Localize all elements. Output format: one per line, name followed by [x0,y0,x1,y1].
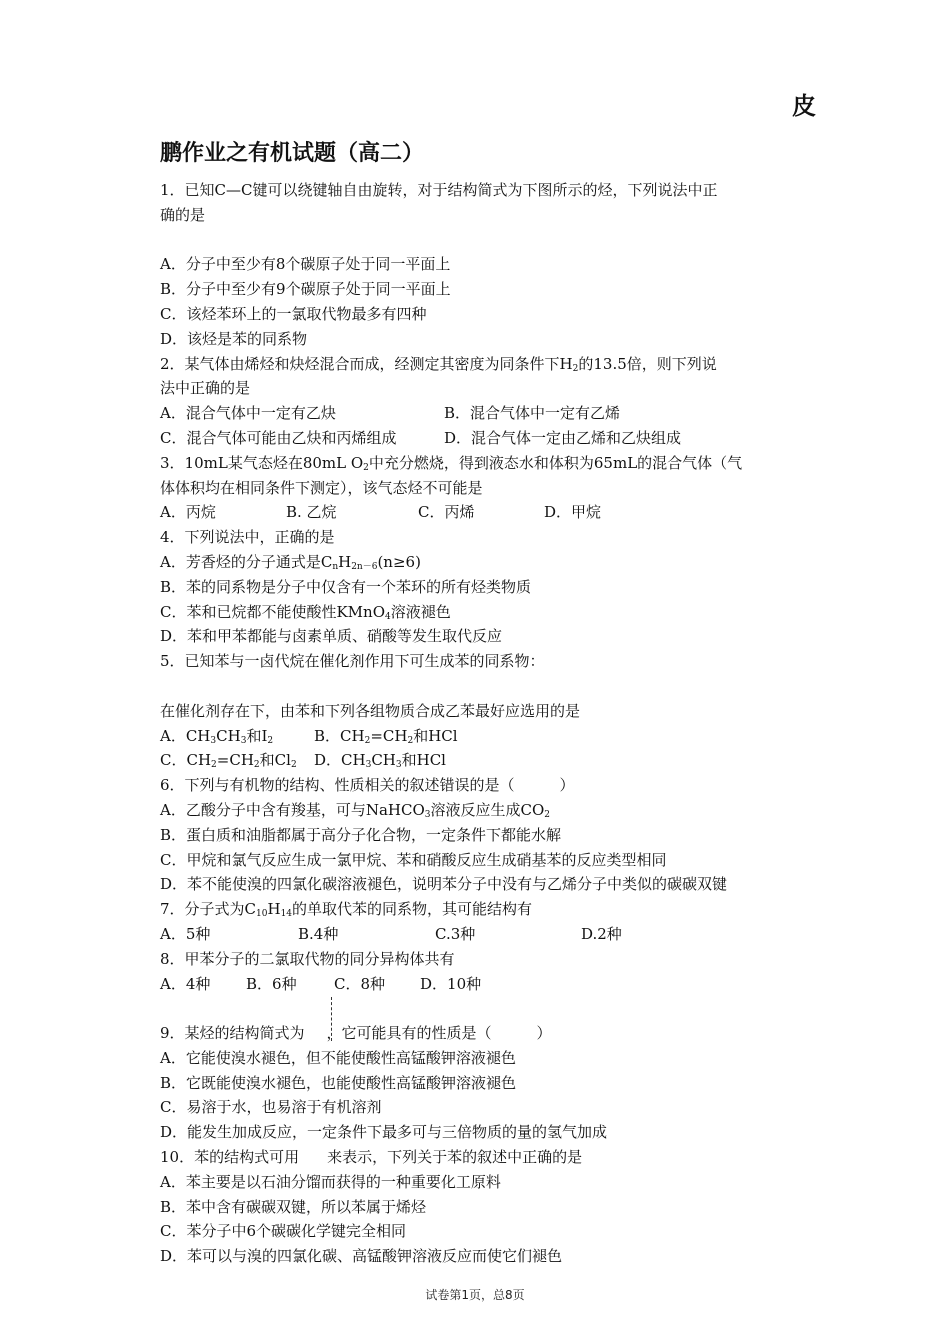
q2-option-c: C．混合气体可能由乙炔和丙烯组成 [160,428,397,447]
structure-formula-fragment [331,997,336,1041]
q2-option-a: A．混合气体中一定有乙炔 [160,404,336,423]
q6-option-d: D．苯不能使溴的四氯化碳溶液褪色，说明苯分子中没有与乙烯分子中类似的碳碳双键 [160,875,728,894]
q10-option-c: C．苯分子中6个碳碳化学键完全相同 [160,1222,407,1241]
q8-option-b: B．6种 [246,974,297,993]
q9-option-d: D．能发生加成反应，一定条件下最多可与三倍物质的量的氢气加成 [160,1123,608,1142]
q1-option-c: C．该烃苯环上的一氯取代物最多有四种 [160,304,427,323]
q5-option-b: B．$CH_2=CH_2$和HCl [314,726,458,746]
q10-option-d: D．苯可以与溴的四氯化碳、高锰酸钾溶液反应而使它们褪色 [160,1247,563,1266]
q5-options-row2 [160,748,795,773]
q5-stem2: 在催化剂存在下，由苯和下列各组物质合成乙苯最好应选用的是 [160,701,581,720]
q2-option-b: B．混合气体中一定有乙烯 [444,404,621,423]
q1-option-d: D．该烃是苯的同系物 [160,329,308,348]
q4-option-b: B．苯的同系物是分子中仅含有一个苯环的所有烃类物质 [160,577,532,596]
q9-stem: 9．某烃的结构简式为 ，它可能具有的性质是（ ） [160,1024,552,1043]
q4-option-d: D．苯和甲苯都能与卤素单质、硝酸等发生取代反应 [160,627,503,646]
q7-option-a: A．5种 [160,924,211,943]
q10-option-a: A．苯主要是以石油分馏而获得的一种重要化工原料 [160,1172,501,1191]
q5-option-a: A．$CH_3CH_3$和$I_2$ [160,726,274,746]
q9-option-b: B．它既能使溴水褪色，也能使酸性高锰酸钾溶液褪色 [160,1073,517,1092]
q6-option-c: C．甲烷和氯气反应生成一氯甲烷、苯和硝酸反应生成硝基苯的反应类型相同 [160,850,667,869]
page-footer: 试卷第1页，总8页 [425,1288,525,1302]
q3-option-d: D．甲烷 [544,503,602,522]
q7-option-b: B.4种 [298,924,339,943]
q5-reaction-space [160,674,795,699]
q1-option-b: B．分子中至少有9个碳原子处于同一平面上 [160,280,451,299]
q8-options [160,972,795,997]
q9-option-c: C．易溶于水，也易溶于有机溶剂 [160,1098,382,1117]
q2-stem-line1: 2．某气体由烯烃和炔烃混合而成，经测定其密度为同条件下$H_2$的13.5倍，则下列说 [160,354,717,374]
q6-option-b: B．蛋白质和油脂都属于高分子化合物，一定条件下都能水解 [160,825,562,844]
q1-figure-space [160,228,795,253]
question-list [160,178,795,1269]
q1-stem-line2: 确的是 [160,205,206,224]
q5-option-d: D．$CH_3CH_3$和HCl [314,751,446,771]
q9-figure-space [160,996,795,1021]
q8-option-c: C．8种 [334,974,386,993]
q2-options-row1 [160,401,795,426]
q5-stem: 5．已知苯与一卤代烷在催化剂作用下可生成苯的同系物： [160,652,545,671]
page-title: 鹏作业之有机试题（高二） [160,141,425,166]
q1-stem-line1: 1．已知C—C键可以绕键轴自由旋转，对于结构简式为下图所示的烃，下列说法中正 [160,181,718,199]
q9-option-a: A．它能使溴水褪色，但不能使酸性高锰酸钾溶液褪色 [160,1048,516,1067]
q10-stem: 10．苯的结构式可用 来表示，下列关于苯的叙述中正确的是 [160,1148,583,1167]
q2-stem-line2: 法中正确的是 [160,379,251,398]
q7-option-c: C.3种 [435,924,476,943]
q10-option-b: B．苯中含有碳碳双键，所以苯属于烯烃 [160,1197,427,1216]
q2-options-row2 [160,426,795,451]
q8-stem: 8．甲苯分子的二氯取代物的同分异构体共有 [160,949,455,968]
q1-option-a: A．分子中至少有8个碳原子处于同一平面上 [160,255,451,274]
q3-option-a: A．丙烷 [160,503,216,522]
q6-stem: 6．下列与有机物的结构、性质相关的叙述错误的是（ ） [160,776,575,795]
q7-stem: 7．分子式为$C_{10}H_{14}$的单取代苯的同系物，其可能结构有 [160,900,533,920]
q8-option-d: D．10种 [420,974,482,993]
q8-option-a: A．4种 [160,974,211,993]
q7-option-d: D.2种 [581,924,622,943]
q3-option-b: B. 乙烷 [286,503,337,522]
q2-option-d: D．混合气体一定由乙烯和乙炔组成 [444,428,682,447]
q3-stem-line1: 3．10mL某气态烃在80mL $O_2$中充分燃烧，得到液态水和体积为65mL的混合气体（气 [160,453,743,473]
q4-stem: 4．下列说法中，正确的是 [160,528,335,547]
q3-stem-line2: 体体积均在相同条件下测定），该气态烃不可能是 [160,478,483,497]
q7-options [160,922,795,947]
q3-options [160,500,795,525]
q6-option-a: A．乙酸分子中含有羧基，可与NaHCO$_3$溶液反应生成$CO_2$ [160,800,551,820]
q5-option-c: C．$CH_2=CH_2$和$Cl_2$ [160,751,297,771]
q5-options-row1 [160,724,795,749]
corner-mark: 皮 [792,92,816,120]
q3-option-c: C．丙烯 [418,503,475,522]
q4-option-c: C．苯和已烷都不能使酸性KMnO$_4$溶液褪色 [160,602,451,622]
q4-option-a: A．芳香烃的分子通式是$C_nH_{2n-6}(n\ge 6)$ [160,552,421,572]
